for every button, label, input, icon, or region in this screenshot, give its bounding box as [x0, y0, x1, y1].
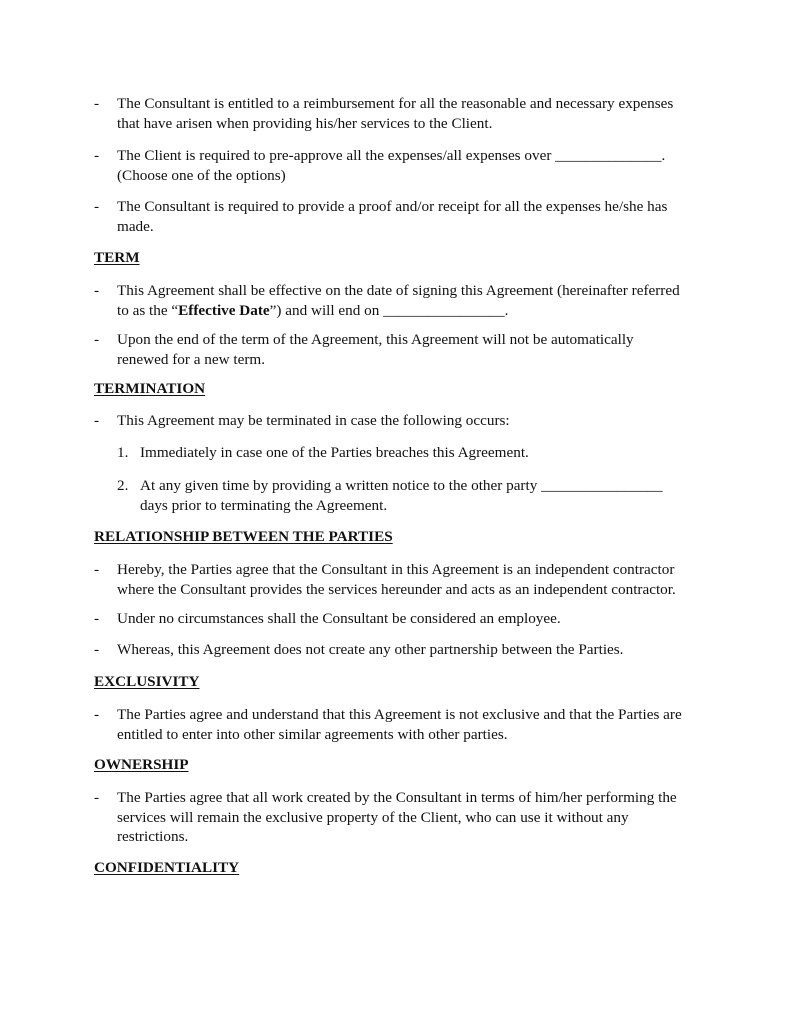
ownership-bullet-1 — [94, 788, 714, 847]
bullet-dash: - — [94, 561, 100, 578]
bullet-dash: - — [94, 147, 100, 164]
section-heading-relationship: RELATIONSHIP BETWEEN THE PARTIES — [94, 528, 393, 545]
bullet-text-line: restrictions. — [117, 828, 189, 845]
numbered-text-line: At any given time by providing a written notice to the other party ________________ — [140, 477, 663, 494]
bullet-text-line: The Parties agree that all work created by the Consultant in terms of him/her performing the — [117, 789, 677, 806]
relationship-bullet-3 — [94, 640, 714, 660]
bullet-text-line: The Client is required to pre-approve all the expenses/all expenses over ______________. — [117, 147, 666, 164]
bullet-text-line: (Choose one of the options) — [117, 166, 286, 184]
bullet-text-line: services will remain the exclusive property of the Client, who can use it without any — [117, 808, 629, 826]
termination-numbered-1 — [117, 443, 707, 463]
section-heading-term: TERM — [94, 249, 140, 266]
expenses-bullet-3 — [94, 197, 714, 236]
bullet-dash: - — [94, 789, 100, 806]
termination-bullet-1 — [94, 411, 714, 431]
relationship-bullet-1 — [94, 560, 714, 599]
effective-date-term: Effective Date — [178, 301, 270, 319]
bullet-text-line: where the Consultant provides the services hereunder and acts as an independent contractor. — [117, 580, 676, 598]
bullet-dash: - — [94, 282, 100, 299]
bullet-text-line: Whereas, this Agreement does not create any other partnership between the Parties. — [117, 641, 624, 658]
bullet-text-line: entitled to enter into other similar agreements with other parties. — [117, 725, 508, 743]
bullet-text-line: Under no circumstances shall the Consultant be considered an employee. — [117, 610, 561, 627]
expenses-bullet-2 — [94, 146, 714, 185]
numbered-text-line: Immediately in case one of the Parties breaches this Agreement. — [140, 444, 529, 461]
bullet-text-line: made. — [117, 217, 154, 235]
bullet-text-line: Upon the end of the term of the Agreement, this Agreement will not be automatically — [117, 331, 634, 348]
bullet-text-line: The Parties agree and understand that this Agreement is not exclusive and that the Parties are — [117, 706, 682, 723]
bullet-dash: - — [94, 198, 100, 215]
term-bullet-1 — [94, 281, 714, 320]
bullet-text-line: The Consultant is entitled to a reimbursement for all the reasonable and necessary expenses — [117, 95, 674, 112]
bullet-dash: - — [94, 610, 100, 627]
section-heading-ownership: OWNERSHIP — [94, 756, 189, 773]
bullet-text-line: renewed for a new term. — [117, 350, 266, 368]
bullet-dash: - — [94, 331, 100, 348]
list-number: 1. — [117, 444, 129, 461]
section-heading-exclusivity: EXCLUSIVITY — [94, 673, 200, 690]
text-segment: ”) and will end on ________________. — [269, 301, 509, 319]
bullet-text-line: that have arisen when providing his/her services to the Client. — [117, 114, 493, 132]
bullet-text-line: This Agreement shall be effective on the date of signing this Agreement (hereinafter referred — [117, 282, 680, 299]
relationship-bullet-2 — [94, 609, 714, 629]
bullet-dash: - — [94, 706, 100, 723]
termination-numbered-2 — [117, 476, 707, 515]
list-number: 2. — [117, 477, 129, 494]
section-heading-termination: TERMINATION — [94, 380, 206, 397]
bullet-text-line: Hereby, the Parties agree that the Consultant in this Agreement is an independent contractor — [117, 561, 675, 578]
bullet-dash: - — [94, 641, 100, 658]
bullet-dash: - — [94, 95, 100, 112]
exclusivity-bullet-1 — [94, 705, 714, 744]
bullet-text-line: This Agreement may be terminated in case the following occurs: — [117, 412, 510, 429]
text-segment: to as the “ — [117, 301, 179, 319]
bullet-text-line — [117, 301, 714, 321]
bullet-dash: - — [94, 412, 100, 429]
bullet-text-line: The Consultant is required to provide a proof and/or receipt for all the expenses he/she has — [117, 198, 668, 215]
numbered-text-line: days prior to terminating the Agreement. — [140, 496, 388, 514]
term-bullet-2 — [94, 330, 714, 369]
section-heading-confidentiality: CONFIDENTIALITY — [94, 859, 240, 876]
expenses-bullet-1 — [94, 94, 714, 133]
